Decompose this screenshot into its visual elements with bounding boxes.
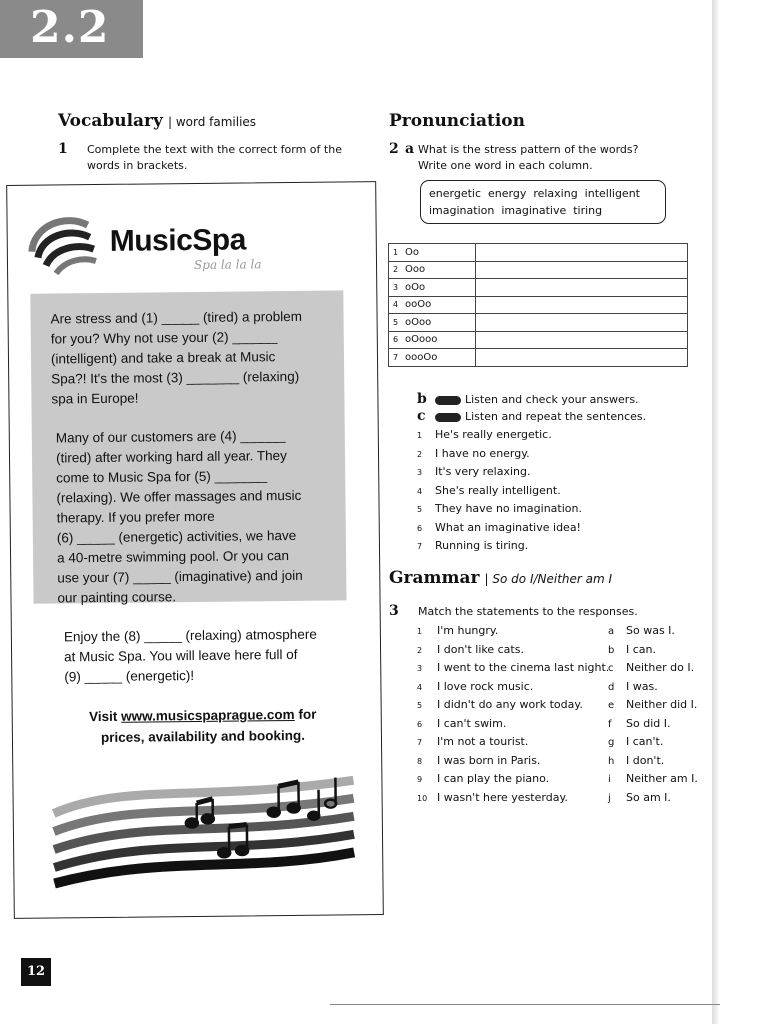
ad-line: (relaxing). We offer massages and music: [56, 487, 302, 506]
list-item: [417, 696, 609, 715]
list-item: [417, 770, 609, 789]
ad-line: (intelligent) and take a break at Music: [50, 349, 276, 367]
list-item: [608, 641, 698, 660]
page-edge: [712, 0, 718, 1024]
item-number: 5: [417, 505, 423, 514]
visit-prefix: Visit: [88, 708, 122, 725]
grammar-subtitle-wrap: [492, 572, 612, 586]
pattern-cell: [389, 331, 476, 349]
response: Neither do I.: [626, 661, 695, 674]
pronunciation-instruction-line: Write one word in each column.: [418, 159, 593, 172]
visit-suffix: for: [294, 706, 317, 722]
table-row: [389, 261, 688, 279]
sentence: They have no imagination.: [435, 502, 582, 515]
response: I can.: [626, 642, 656, 656]
ad-line: for you? Why not use your (2) ______: [50, 329, 278, 347]
ad-line: at Music Spa. You will leave here full of: [64, 646, 298, 665]
list-item: [417, 463, 582, 482]
ad-line: (9) _____ (energetic)!: [64, 668, 195, 685]
list-item: [608, 678, 698, 697]
list-item: [417, 426, 582, 445]
ad-line: a 40-metre swimming pool. Or you can: [56, 548, 289, 566]
audio-track-icon[interactable]: [435, 396, 461, 405]
item-number: 8: [417, 756, 423, 766]
statement: I can't swim.: [437, 716, 507, 730]
response: Neither am I.: [626, 772, 698, 785]
sentence: He's really energetic.: [435, 428, 552, 441]
pattern: oOooo: [405, 334, 438, 346]
answer-cell[interactable]: [476, 331, 688, 349]
vocabulary-exercise-number: 1: [58, 141, 68, 157]
statement: I wasn't here yesterday.: [437, 790, 568, 804]
item-number: 1: [417, 627, 423, 636]
list-item: [608, 789, 698, 808]
answer-cell[interactable]: [476, 296, 688, 314]
row-number: 4: [393, 300, 399, 310]
item-letter: i: [608, 774, 611, 785]
visit-line-1: [53, 703, 353, 727]
item-number: 9: [417, 775, 423, 784]
pattern-cell: [389, 349, 476, 367]
vocabulary-instruction-line: Complete the text with the correct form of the: [87, 143, 342, 156]
sentence-list: [417, 426, 582, 556]
ad-paragraph-1: [50, 307, 302, 410]
list-item: [417, 789, 609, 808]
website-link[interactable]: www.musicspaprague.com: [121, 706, 295, 724]
ad-line: Many of our customers are (4) ______: [55, 428, 286, 446]
item-number: 2: [417, 645, 423, 655]
pattern: oOoo: [405, 316, 432, 328]
item-number: 2: [417, 449, 423, 459]
response: I can't.: [626, 735, 664, 748]
musicspa-logo-icon: [25, 211, 102, 278]
response: I was.: [626, 679, 658, 693]
item-letter: c: [608, 663, 614, 674]
item-number: 3: [417, 468, 423, 477]
pattern: ooOo: [405, 299, 432, 311]
part-c-text: Listen and repeat the sentences.: [465, 410, 647, 423]
pattern: oOo: [405, 281, 426, 293]
pattern-cell: [389, 314, 476, 332]
response: So did I.: [626, 716, 671, 730]
statements-list: [417, 622, 609, 807]
row-number: 3: [393, 282, 399, 292]
sentence: It's very relaxing.: [435, 465, 531, 478]
part-b-c: [417, 391, 646, 425]
vocabulary-title: Vocabulary: [58, 111, 163, 131]
row-number: 1: [393, 247, 399, 257]
ad-line: spa in Europe!: [51, 390, 139, 407]
list-item: [417, 715, 609, 734]
ad-line: Are stress and (1) _____ (tired) a problem: [50, 308, 303, 327]
pattern-cell: [389, 261, 476, 279]
statement: I went to the cinema last night.: [437, 661, 610, 674]
item-number: 10: [417, 793, 428, 803]
ad-visit-text: [53, 703, 353, 748]
list-item: [417, 445, 582, 464]
heading-divider: |: [484, 572, 493, 586]
answer-cell[interactable]: [476, 279, 688, 297]
item-number: 6: [417, 523, 423, 533]
page-number: 12: [21, 958, 51, 986]
heading-divider: |: [167, 115, 176, 129]
pronunciation-exercise-number: 2: [389, 141, 399, 157]
grammar-heading: [389, 568, 612, 588]
ad-line: therapy. If you prefer more: [56, 508, 215, 526]
list-item: [417, 752, 609, 771]
grammar-exercise-number: 3: [389, 603, 399, 619]
word-box: [420, 180, 666, 224]
pattern-cell: [389, 296, 476, 314]
part-b-row: [417, 391, 646, 408]
list-item: [608, 733, 698, 752]
response: I don't.: [626, 753, 665, 767]
item-number: 7: [417, 738, 423, 747]
grammar-subtitle: So do I/Neither am I: [492, 572, 613, 586]
ad-line: Spa?! It's the most (3) _______ (relaxing): [51, 368, 300, 387]
item-letter: e: [608, 700, 615, 711]
word-box-line: imagination imaginative tiring: [429, 204, 603, 217]
answer-cell[interactable]: [476, 244, 688, 262]
part-a-label: a: [405, 141, 415, 157]
item-number: 6: [417, 719, 423, 729]
ad-line: use your (7) _____ (imaginative) and join: [57, 567, 303, 586]
list-item: [417, 537, 582, 556]
ad-paragraph-2: [56, 426, 303, 609]
pattern-cell: [389, 279, 476, 297]
brand-tagline: Spa la la la: [193, 257, 262, 272]
ad-paragraph-3: [64, 625, 318, 688]
statement: I can play the piano.: [437, 772, 550, 785]
list-item: [608, 659, 698, 678]
item-number: 7: [417, 542, 423, 551]
pronunciation-title: Pronunciation: [389, 111, 525, 131]
item-letter: j: [608, 792, 611, 804]
response: So was I.: [626, 624, 675, 637]
answer-cell[interactable]: [476, 261, 688, 279]
pronunciation-instruction-line: What is the stress pattern of the words?: [418, 143, 639, 156]
list-item: [608, 622, 698, 641]
ad-line: (tired) after working hard all year. They: [55, 448, 287, 466]
list-item: [417, 622, 609, 641]
response: Neither did I.: [626, 698, 698, 711]
audio-track-icon[interactable]: [435, 413, 461, 422]
musicspa-advert: [6, 181, 384, 919]
pronunciation-instruction: [418, 142, 638, 174]
statement: I love rock music.: [437, 679, 534, 693]
row-number: 2: [393, 265, 399, 275]
statement: I don't like cats.: [437, 642, 524, 656]
vocabulary-subtitle: word families: [175, 115, 257, 129]
table-row: [389, 349, 688, 367]
list-item: [608, 770, 698, 789]
answer-cell[interactable]: [476, 314, 688, 332]
list-item: [417, 519, 582, 538]
item-letter: f: [608, 718, 612, 730]
statement: I'm not a tourist.: [437, 735, 529, 748]
row-number: 7: [393, 352, 399, 362]
item-letter: h: [608, 755, 615, 767]
list-item: [417, 678, 609, 697]
visit-line-2: prices, availability and booking.: [100, 727, 306, 745]
sentence: She's really intelligent.: [435, 483, 561, 497]
part-c-label: c: [417, 408, 426, 424]
item-letter: a: [608, 626, 615, 637]
pattern: oooOo: [405, 351, 438, 363]
table-row: [389, 244, 688, 262]
ad-line: Enjoy the (8) _____ (relaxing) atmosphere: [63, 626, 317, 645]
ad-line: come to Music Spa for (5) _______: [56, 468, 268, 486]
pattern: Oo: [405, 246, 419, 258]
vocabulary-heading: [58, 111, 256, 131]
row-number: 6: [393, 335, 399, 345]
unit-number: 2.2: [30, 2, 110, 53]
item-letter: d: [608, 681, 615, 693]
part-b-text: Listen and check your answers.: [465, 393, 639, 406]
brand-name: MusicSpa: [109, 223, 246, 258]
list-item: [417, 641, 609, 660]
word-box-line: energetic energy relaxing intelligent: [429, 187, 640, 200]
sentence: What an imaginative idea!: [435, 520, 581, 534]
sentence: I have no energy.: [435, 446, 530, 460]
sentence: Running is tiring.: [435, 539, 529, 552]
item-number: 4: [417, 682, 423, 692]
item-letter: g: [608, 737, 615, 748]
pattern: Ooo: [405, 264, 426, 276]
item-letter: b: [608, 644, 615, 656]
stress-pattern-table: [388, 243, 688, 367]
pattern-cell: [389, 244, 476, 262]
table-row: [389, 314, 688, 332]
statement: I was born in Paris.: [437, 753, 541, 767]
grammar-title: Grammar: [389, 568, 480, 588]
part-b-label: b: [417, 391, 427, 407]
table-row: [389, 279, 688, 297]
list-item: [608, 752, 698, 771]
list-item: [417, 482, 582, 501]
item-number: 1: [417, 431, 423, 440]
item-number: 3: [417, 664, 423, 673]
item-number: 5: [417, 701, 423, 710]
part-c-row: [417, 408, 646, 425]
list-item: [608, 696, 698, 715]
row-number: 5: [393, 317, 399, 327]
answer-cell[interactable]: [476, 349, 688, 367]
statement: I didn't do any work today.: [437, 698, 583, 711]
responses-list: [608, 622, 698, 807]
grammar-instruction: Match the statements to the responses.: [418, 605, 638, 618]
item-number: 4: [417, 486, 423, 496]
ad-line: (6) _____ (energetic) activities, we have: [56, 527, 297, 546]
vocabulary-instruction: [87, 142, 342, 174]
list-item: [608, 715, 698, 734]
list-item: [417, 659, 609, 678]
list-item: [417, 733, 609, 752]
vocabulary-instruction-line: words in brackets.: [87, 159, 188, 172]
table-row: [389, 331, 688, 349]
list-item: [417, 500, 582, 519]
response: So am I.: [626, 790, 671, 804]
music-notes-icon: [183, 777, 354, 869]
table-row: [389, 296, 688, 314]
bottom-rule: [330, 1004, 720, 1005]
statement: I'm hungry.: [437, 624, 499, 637]
ad-line: our painting course.: [57, 589, 177, 606]
